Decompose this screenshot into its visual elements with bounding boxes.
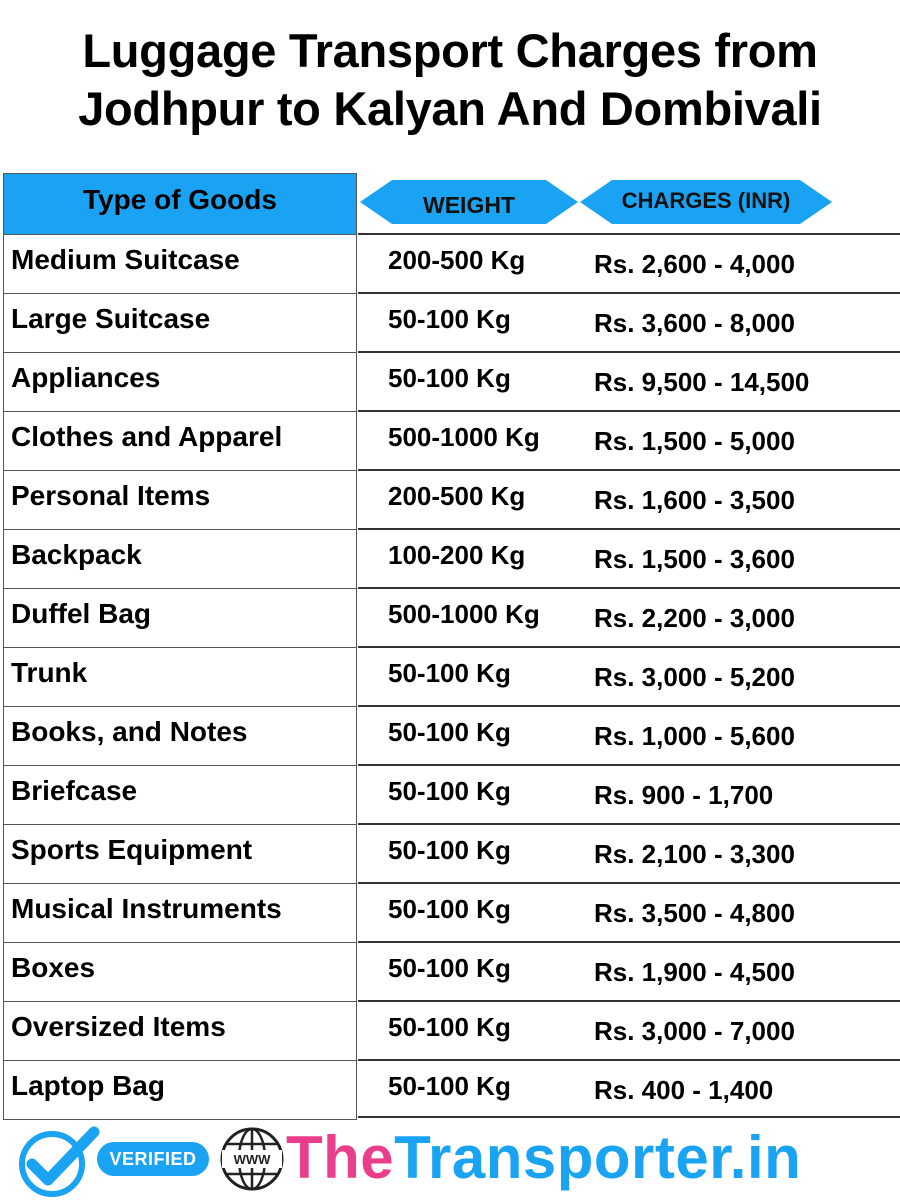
weight-header-label: WEIGHT [423,191,515,218]
rate-row [358,410,900,469]
goods-row: Boxes [4,943,356,1002]
goods-row: Musical Instruments [4,884,356,943]
weight-cell: 500-1000 Kg [388,599,540,629]
rate-row [358,233,900,292]
weight-cell: 50-100 Kg [388,776,511,806]
rate-row [358,528,900,587]
goods-row: Trunk [4,648,356,707]
rate-row [358,1000,900,1059]
rate-row [358,705,900,764]
rate-row [358,646,900,705]
goods-row: Laptop Bag [4,1061,356,1120]
charges-cell: Rs. 400 - 1,400 [594,1075,774,1105]
check-badge-icon [14,1126,100,1198]
rate-row [358,351,900,410]
rate-row [358,587,900,646]
verified-badge: VERIFIED [97,1142,209,1176]
brand-logo-text [286,1122,801,1194]
rate-table [358,233,900,1118]
goods-rows [4,235,356,1120]
goods-row: Appliances [4,353,356,412]
globe-icon-text: WWW [233,1152,271,1167]
weight-column-header [360,180,578,224]
weight-cell: 50-100 Kg [388,304,511,334]
weight-cell: 50-100 Kg [388,894,511,924]
charges-cell: Rs. 2,600 - 4,000 [594,249,795,279]
weight-cell: 50-100 Kg [388,953,511,983]
goods-row: Duffel Bag [4,589,356,648]
charges-cell: Rs. 1,500 - 5,000 [594,426,795,456]
charges-cell: Rs. 3,500 - 4,800 [594,898,795,928]
charges-cell: Rs. 1,600 - 3,500 [594,485,795,515]
brand-part-2: Transporter.in [394,1124,802,1191]
goods-row: Backpack [4,530,356,589]
charges-cell: Rs. 3,000 - 5,200 [594,662,795,692]
charges-cell: Rs. 3,600 - 8,000 [594,308,795,338]
weight-cell: 200-500 Kg [388,481,526,511]
rate-row [358,292,900,351]
goods-row: Briefcase [4,766,356,825]
rate-row [358,882,900,941]
goods-row: Books, and Notes [4,707,356,766]
weight-cell: 100-200 Kg [388,540,526,570]
weight-cell: 200-500 Kg [388,245,526,275]
weight-cell: 50-100 Kg [388,717,511,747]
weight-cell: 50-100 Kg [388,658,511,688]
weight-cell: 500-1000 Kg [388,422,540,452]
weight-cell: 50-100 Kg [388,835,511,865]
charges-cell: Rs. 3,000 - 7,000 [594,1016,795,1046]
charges-cell: Rs. 1,900 - 4,500 [594,957,795,987]
goods-table [3,173,357,1120]
footer-branding [0,1118,900,1200]
goods-row: Oversized Items [4,1002,356,1061]
charges-cell: Rs. 1,000 - 5,600 [594,721,795,751]
title-line-2: Jodhpur to Kalyan And Dombivali [78,82,822,135]
page-title [0,22,900,138]
goods-column-header: Type of Goods [4,174,356,235]
charges-header-label: CHARGES (INR) [621,188,791,213]
rate-row [358,469,900,528]
goods-row: Large Suitcase [4,294,356,353]
charges-cell: Rs. 9,500 - 14,500 [594,367,810,397]
title-line-1: Luggage Transport Charges from [82,24,818,77]
charges-cell: Rs. 2,100 - 3,300 [594,839,795,869]
rate-row [358,823,900,882]
goods-row: Clothes and Apparel [4,412,356,471]
goods-row: Medium Suitcase [4,235,356,294]
rate-row [358,941,900,1000]
weight-cell: 50-100 Kg [388,363,511,393]
goods-row: Sports Equipment [4,825,356,884]
charges-cell: Rs. 2,200 - 3,000 [594,603,795,633]
goods-row: Personal Items [4,471,356,530]
charges-cell: Rs. 1,500 - 3,600 [594,544,795,574]
weight-cell: 50-100 Kg [388,1071,511,1101]
charges-cell: Rs. 900 - 1,700 [594,780,774,810]
weight-cell: 50-100 Kg [388,1012,511,1042]
rate-row [358,764,900,823]
brand-part-1: The [286,1124,395,1191]
charges-column-header [580,180,832,224]
globe-icon [219,1126,285,1192]
rate-row [358,1059,900,1118]
